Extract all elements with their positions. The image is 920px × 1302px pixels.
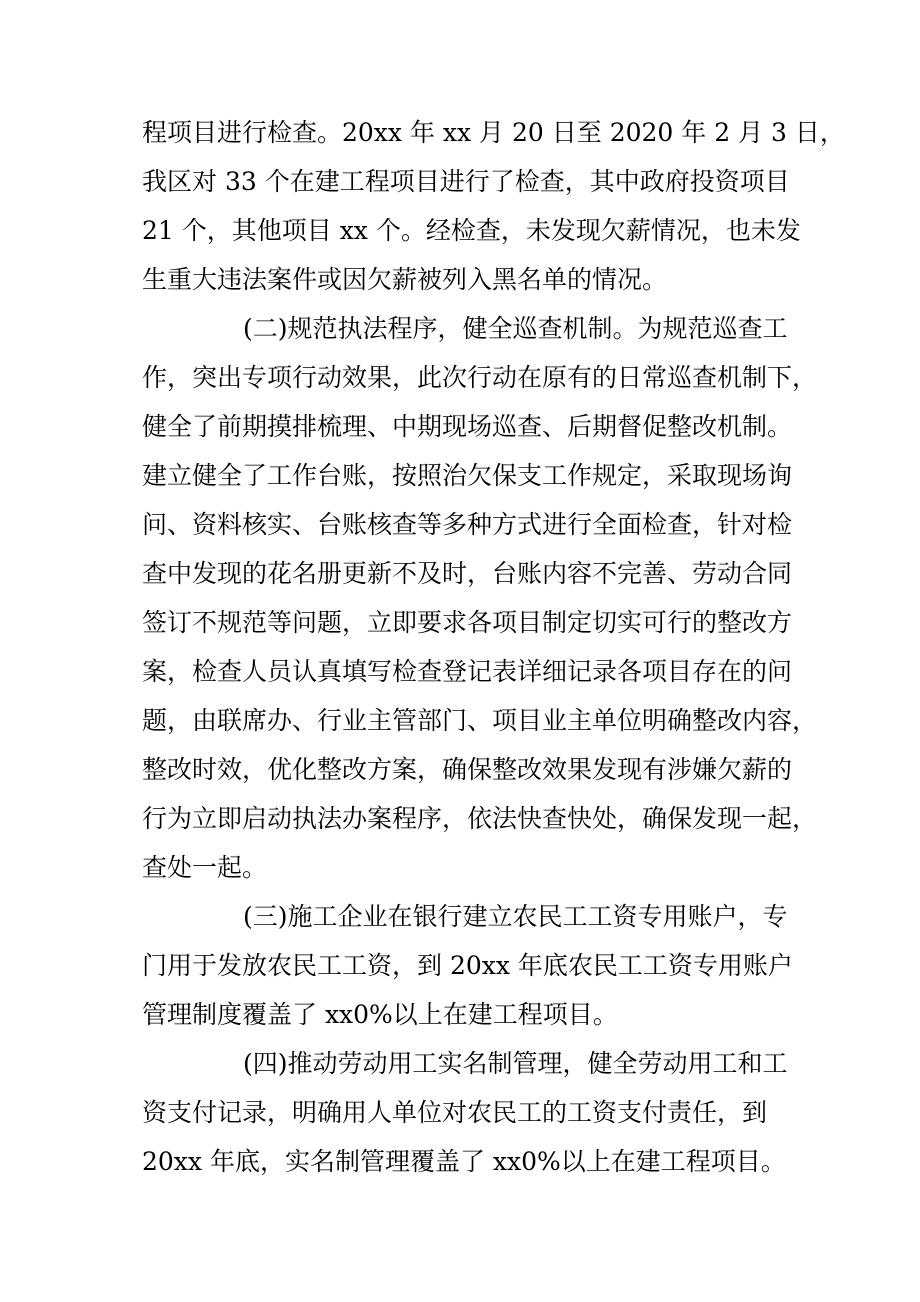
text-line: 行为立即启动执法办案程序，依法快查快处，确保发现一起，	[142, 804, 818, 833]
text-line: 查处一起。	[142, 853, 268, 882]
paragraph-first-line: (三)施工企业在银行建立农民工工资专用账户，专	[243, 902, 788, 931]
text-line: 资支付记录，明确用人单位对农民工的工资支付责任，到	[142, 1098, 768, 1127]
text-line: 我区对 33 个在建工程项目进行了检查，其中政府投资项目	[142, 167, 790, 196]
paragraph-first-line: (二)规范执法程序，健全巡查机制。为规范巡查工	[243, 314, 788, 343]
text-line: 作，突出专项行动效果，此次行动在原有的日常巡查机制下，	[142, 363, 818, 392]
text-line: 建立健全了工作台账，按照治欠保支工作规定，采取现场询	[142, 461, 793, 490]
text-line: 问、资料核实、台账核查等多种方式进行全面检查，针对检	[142, 510, 793, 539]
text-line: 生重大违法案件或因欠薪被列入黑名单的情况。	[142, 265, 668, 294]
text-line: 管理制度覆盖了 xx0%以上在建工程项目。	[142, 1000, 618, 1029]
text-line: 查中发现的花名册更新不及时，台账内容不完善、劳动合同	[142, 559, 793, 588]
text-line: 健全了前期摸排梳理、中期现场巡查、后期督促整改机制。	[142, 412, 793, 441]
text-line: 签订不规范等问题，立即要求各项目制定切实可行的整改方	[142, 608, 793, 637]
text-line: 门用于发放农民工工资，到 20xx 年底农民工工资专用账户	[142, 951, 793, 980]
text-line: 案，检查人员认真填写检查登记表详细记录各项目存在的问	[142, 657, 793, 686]
text-line: 程项目进行检查。20xx 年 xx 月 20 日至 2020 年 2 月 3 日，	[142, 118, 845, 147]
paragraph-first-line: (四)推动劳动用工实名制管理，健全劳动用工和工	[243, 1049, 788, 1078]
text-line: 21 个，其他项目 xx 个。经检查，未发现欠薪情况，也未发	[142, 216, 801, 245]
text-line: 20xx 年底，实名制管理覆盖了 xx0%以上在建工程项目。	[142, 1147, 786, 1176]
text-line: 整改时效，优化整改方案，确保整改效果发现有涉嫌欠薪的	[142, 755, 793, 784]
text-line: 题，由联席办、行业主管部门、项目业主单位明确整改内容，	[142, 706, 818, 735]
